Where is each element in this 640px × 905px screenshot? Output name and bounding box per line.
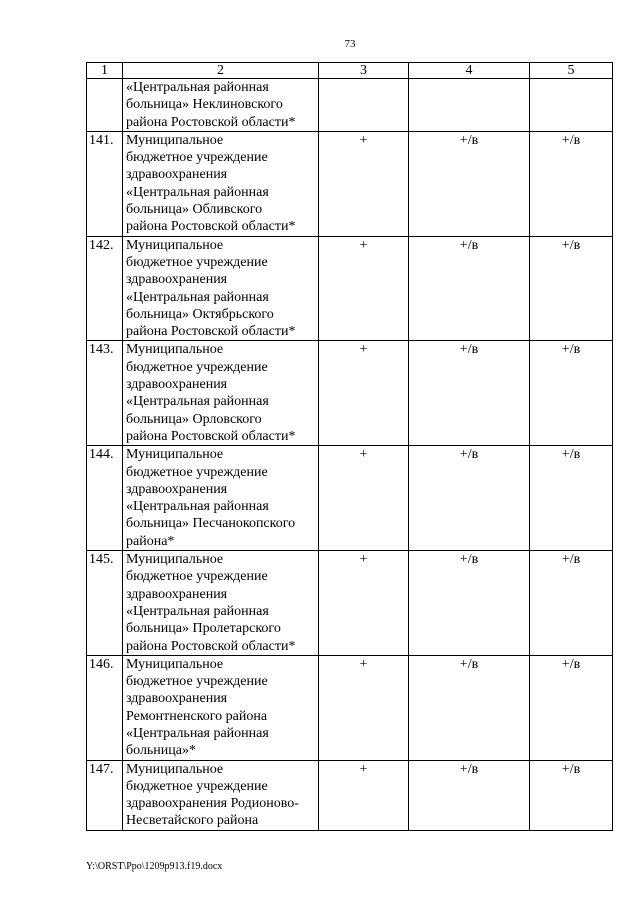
institution-name-line: здравоохранения [126,167,228,183]
institution-name-line: бюджетное учреждение [126,359,268,375]
institution-name-line: «Центральная районная [126,603,269,619]
table-row [87,341,613,446]
institution-name-line: здравоохранения [126,481,228,497]
column-3-value: + [319,341,409,446]
institution-name-line: Муниципальное [126,447,224,463]
column-3-value: + [319,236,409,341]
institution-name-line: больница» Орловского [126,411,262,427]
column-4-value [409,79,530,132]
institution-name-line: Ремонтненского района [126,708,268,724]
institution-name-line: бюджетное учреждение [126,464,268,480]
column-4-value: +/в [409,131,530,236]
column-3-value: + [319,760,409,830]
column-header-2: 2 [123,63,319,79]
column-5-value: +/в [530,551,613,656]
institution-name-line: больница» Пролетарского [126,621,281,637]
institution-name-line: района Ростовской области* [126,219,296,235]
row-number: 147. [87,760,123,830]
institution-name-line: больница» Неклиновского [126,97,283,113]
institution-name-line: больница» Песчанокопского [126,516,296,532]
institution-name-line: здравоохранения Родионово- [126,796,299,812]
table-row [87,236,613,341]
row-number: 146. [87,655,123,760]
row-number: 141. [87,131,123,236]
column-5-value: +/в [530,760,613,830]
institution-name [123,79,319,132]
institution-name-line: Муниципальное [126,552,224,568]
institutions-table [86,62,613,831]
column-3-value: + [319,131,409,236]
table-header-row [87,63,613,79]
institution-name [123,446,319,551]
row-number: 145. [87,551,123,656]
institution-name-line: здравоохранения [126,272,228,288]
column-5-value: +/в [530,341,613,446]
column-5-value: +/в [530,236,613,341]
institution-name [123,131,319,236]
column-4-value: +/в [409,341,530,446]
institution-name [123,236,319,341]
institution-name-line: больница» Октябрьского [126,306,274,322]
column-header-4: 4 [409,63,530,79]
column-5-value: +/в [530,655,613,760]
table-body [87,79,613,831]
institution-name-line: Муниципальное [126,342,224,358]
institution-name-line: здравоохранения [126,377,228,393]
institution-name-line: Муниципальное [126,132,224,148]
institution-name [123,760,319,830]
institution-name-line: бюджетное учреждение [126,674,268,690]
table-row [87,446,613,551]
institution-name-line: бюджетное учреждение [126,778,268,794]
institution-name-line: района Ростовской области* [126,638,296,654]
footer-file-path: Y:\ORST\Ppo\1209p913.f19.docx [86,861,223,872]
column-3-value: + [319,446,409,551]
table-row [87,760,613,830]
table-row [87,79,613,132]
institution-name-line: «Центральная районная [126,80,269,95]
institution-name-line: Муниципальное [126,656,224,672]
column-4-value: +/в [409,236,530,341]
institution-name-line: больница»* [126,743,196,759]
institution-name-line: бюджетное учреждение [126,254,268,270]
institution-name-line: бюджетное учреждение [126,569,268,585]
institution-name-line: здравоохранения [126,691,228,707]
institution-name-line: Несветайского района [126,813,259,829]
table-row [87,655,613,760]
column-3-value: + [319,551,409,656]
column-4-value: +/в [409,655,530,760]
column-3-value: + [319,655,409,760]
column-4-value: +/в [409,446,530,551]
column-5-value [530,79,613,132]
table-row [87,551,613,656]
column-header-1: 1 [87,63,123,79]
institution-name-line: «Центральная районная [126,499,269,515]
institution-name-line: «Центральная районная [126,289,269,305]
institution-name-line: здравоохранения [126,586,228,602]
column-5-value: +/в [530,131,613,236]
row-number: 143. [87,341,123,446]
institution-name-line: «Центральная районная [126,184,269,200]
institution-name [123,341,319,446]
column-header-3: 3 [319,63,409,79]
column-4-value: +/в [409,760,530,830]
row-number: 144. [87,446,123,551]
column-4-value: +/в [409,551,530,656]
institution-name [123,655,319,760]
institution-name-line: Муниципальное [126,761,224,777]
institution-name-line: района Ростовской области* [126,324,296,340]
institution-name-line: Муниципальное [126,237,224,253]
institution-name-line: больница» Обливского [126,202,263,218]
institution-name [123,551,319,656]
table-row [87,131,613,236]
institution-name-line: «Центральная районная [126,725,269,741]
column-header-5: 5 [530,63,613,79]
table-header [87,63,613,79]
institution-name-line: «Центральная районная [126,394,269,410]
row-number: 142. [87,236,123,341]
institution-name-line: района Ростовской области* [126,114,296,130]
institution-name-line: бюджетное учреждение [126,150,268,166]
page-number: 73 [344,38,356,50]
institution-name-line: района Ростовской области* [126,428,296,444]
institution-name-line: района* [126,533,175,549]
column-3-value [319,79,409,132]
row-number [87,79,123,132]
column-5-value: +/в [530,446,613,551]
